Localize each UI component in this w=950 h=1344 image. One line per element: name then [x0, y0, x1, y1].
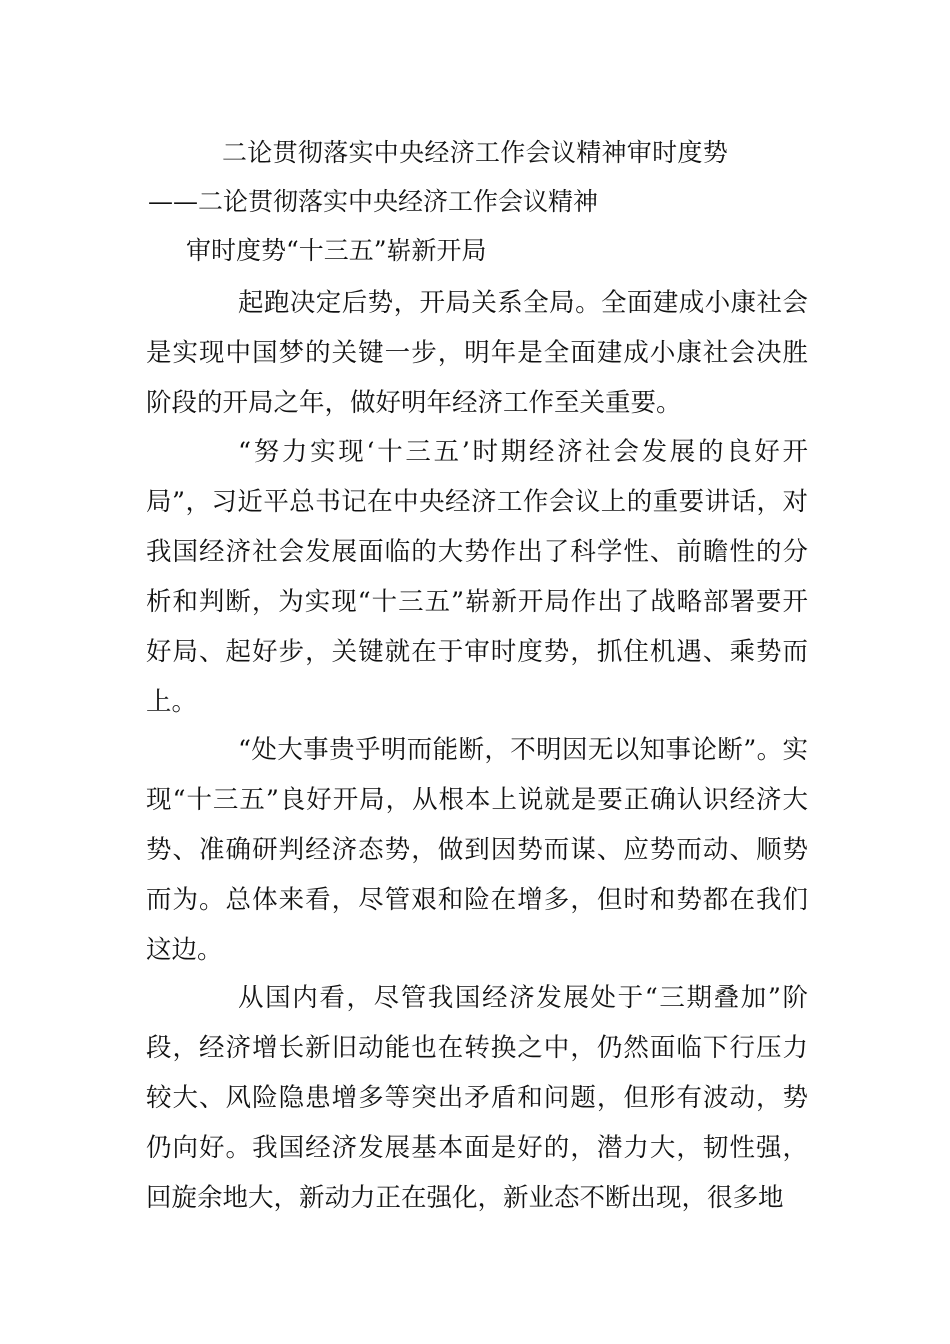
- body-paragraph: “努力实现‘十三五’时期经济社会发展的良好开局”，习近平总书记在中央经济工作会议上的重要讲话，对我国经济社会发展面临的大势作出了科学性、前瞻性的分析和判断，为实现“十三五”崭新开局作出了战略部署要开好局、起好步，关键就在于审时度势，抓住机遇、乘势而上。: [146, 437, 808, 717]
- document-subtitle: ——二论贯彻落实中央经济工作会议精神: [148, 187, 599, 216]
- body-paragraph: “处大事贵乎明而能断，不明因无以知事论断”。实现“十三五”良好开局，从根本上说就是要正确认识经济大势、准确研判经济态势，做到因势而谋、应势而动、顺势而为。总体来看，尽管艰和险在增多，但时和势都在我们这边。: [146, 735, 808, 965]
- document-subtitle-line-2: 审时度势“十三五”崭新开局: [186, 236, 487, 265]
- body-paragraph: 起跑决定后势，开局关系全局。全面建成小康社会是实现中国梦的关键一步，明年是全面建成小康社会决胜阶段的开局之年，做好明年经济工作至关重要。: [146, 288, 808, 418]
- document-title: 二论贯彻落实中央经济工作会议精神审时度势: [222, 138, 729, 167]
- body-paragraph: 从国内看，尽管我国经济发展处于“三期叠加”阶段，经济增长新旧动能也在转换之中，仍然面临下行压力较大、风险隐患增多等突出矛盾和问题，但形有波动，势仍向好。我国经济发展基本面是好的，潜力大，韧性强，回旋余地大，新动力正在强化，新业态不断出现，很多地: [146, 983, 808, 1213]
